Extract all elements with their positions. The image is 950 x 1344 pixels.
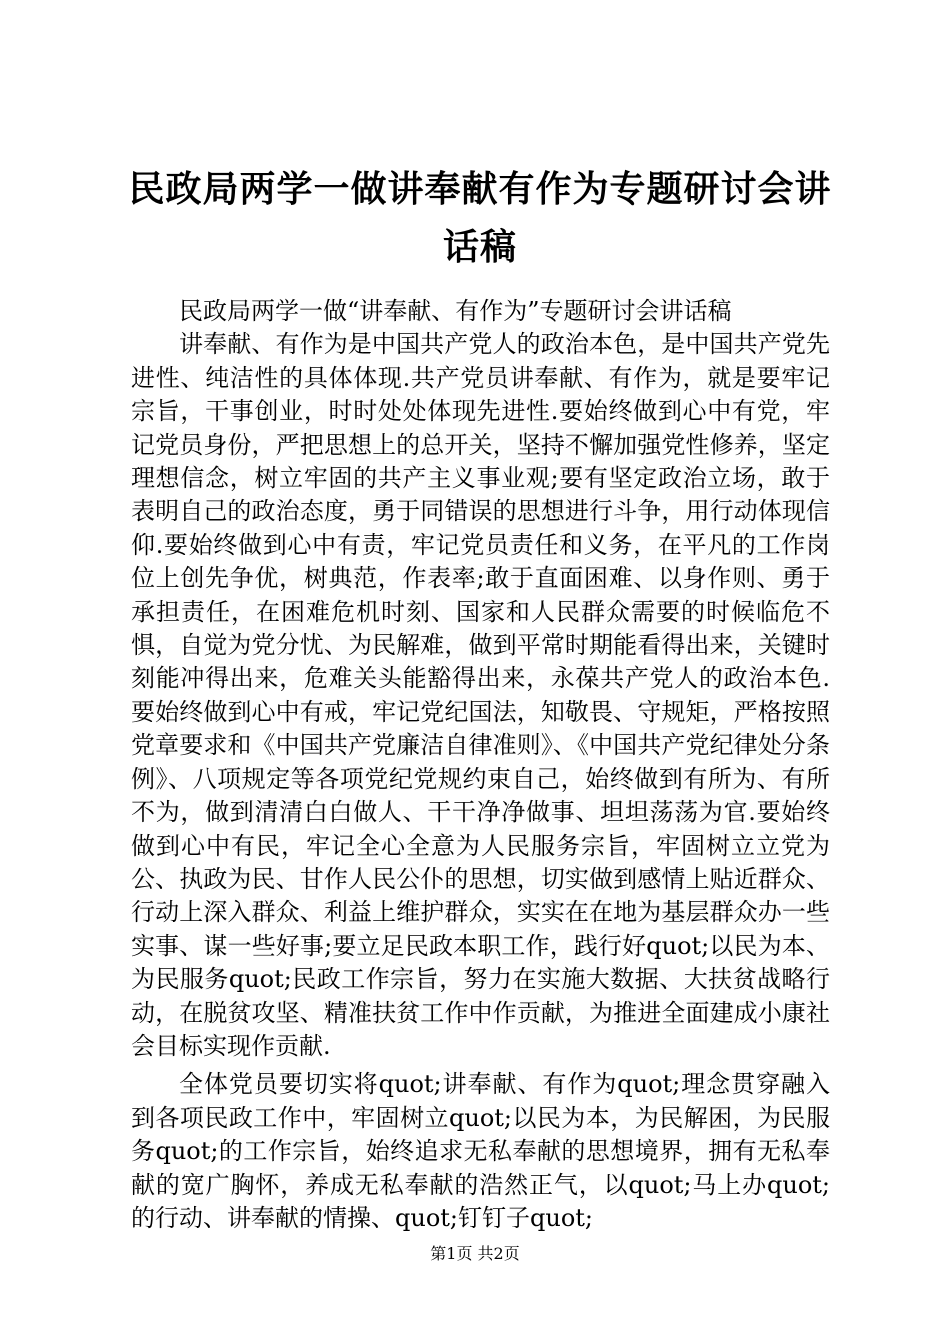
document-subtitle: 民政局两学一做“讲奉献、有作为”专题研讨会讲话稿 — [179, 297, 732, 325]
body-paragraph-2: 全体党员要切实将quot;讲奉献、有作为quot;理念贯穿融入到各项民政工作中，牢固树立quot;以民为本，为民解困，为民服务quot;的工作宗旨，始终追求无私奉献的思想境界，拥有无私奉献的宽广胸怀，养成无私奉献的浩然正气，以quot;马上办quot;的行动、讲奉献的情操、quot;钉钉子quot; — [131, 1070, 830, 1232]
body-paragraph-1: 讲奉献、有作为是中国共产党人的政治本色，是中国共产党先进性、纯洁性的具体体现.共产党员讲奉献、有作为，就是要牢记宗旨，干事创业，时时处处体现先进性.要始终做到心中有党，牢记党员身份，严把思想上的总开关，坚持不懈加强党性修养，坚定理想信念，树立牢固的共产主义事业观;要有坚定政治立场，敢于表明自己的政治态度，勇于同错误的思想进行斗争，用行动体现信仰.要始终做到心中有责，牢记党员责任和义务，在平凡的工作岗位上创先争优，树典范，作表率;敢于直面困难、以身作则、勇于承担责任，在困难危机时刻、国家和人民群众需要的时候临危不惧，自觉为党分忧、为民解难，做到平常时期能看得出来，关键时刻能冲得出来，危难关头能豁得出来，永葆共产党人的政治本色.要始终做到心中有戒，牢记党纪国法，知敬畏、守规矩，严格按照党章要求和《中国共产党廉洁自律准则》、《中国共产党纪律处分条例》、八项规定等各项党纪党规约束自己，始终做到有所为、有所不为，做到清清白白做人、干干净净做事、坦坦荡荡为官.要始终做到心中有民，牢记全心全意为人民服务宗旨，牢固树立立党为公、执政为民、甘作人民公仆的思想，切实做到感情上贴近群众、行动上深入群众、利益上维护群众，实实在在地为基层群众办一些实事、谋一些好事;要立足民政本职工作，践行好quot;以民为本、为民服务quot;民政工作宗旨，努力在实施大数据、大扶贫战略行动，在脱贫攻坚、精准扶贫工作中作贡献，为推进全面建成小康社会目标实现作贡献. — [131, 330, 830, 1060]
document-body — [131, 295, 830, 1235]
document-title: 民政局两学一做讲奉献有作为专题研讨会讲话稿 — [128, 168, 832, 268]
page-footer: 第1页 共2页 — [430, 1244, 520, 1263]
